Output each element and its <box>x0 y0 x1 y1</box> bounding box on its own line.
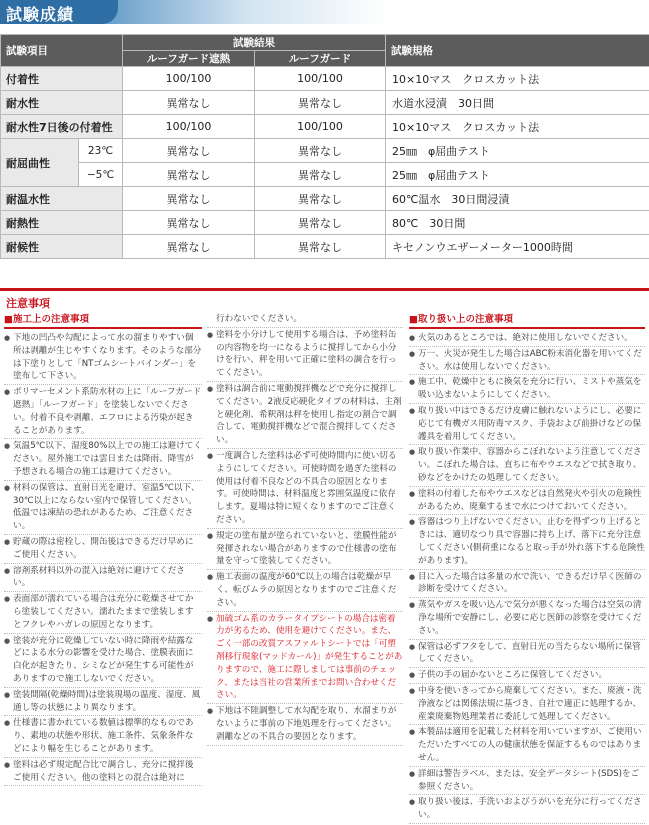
result-b: 異常なし <box>255 235 386 259</box>
spec: 25㎜ φ屈曲テスト <box>386 139 649 163</box>
list-item: ● 下地は不陸調整して水勾配を取り、水溜まりがないように事前の下地処理を行ってください。剥離などの不具合の要因となります。 <box>207 705 403 745</box>
row-sublabel: 23℃ <box>79 139 123 163</box>
result-b: 100/100 <box>255 115 386 139</box>
list-item: ● 気温5℃以下、湿度80%以上での施工は避けてください。屋外施工では雲日または降雨、降雪が予想される場合の施工は避けてください。 <box>4 440 202 480</box>
row-label: 耐候性 <box>1 235 123 259</box>
page-title: 試験成績 <box>6 2 74 25</box>
list-item: ● 中身を使いきってから廃棄してください。また、廃液・洗浄液などは関係法規に基づき、自社で適正に処理するか、産業廃棄物処理業者に委託して処理してください。 <box>409 685 645 725</box>
list-item: ● 一度調合した塗料は必ず可使時間内に使い切るようにしてください。可使時間を過ぎた塗料の使用は付着不良などの不具合の原因となります。可使時間は、材料温度と雰囲気温度に依存します。夏場は特に短くなりますのでご注意ください。 <box>207 450 403 529</box>
list-item: ● 施工表面の温度が60℃以上の場合は乾燥が早く、転びムラの原因となりますのでご注意ください。 <box>207 571 403 611</box>
handling-notes-list <box>409 332 645 824</box>
spec: 10×10マス クロスカット法 <box>386 67 649 91</box>
notice-panel <box>0 288 649 743</box>
row-label: 耐水性7日後の付着性 <box>1 115 123 139</box>
test-results-table <box>0 34 649 259</box>
result-a: 100/100 <box>123 115 255 139</box>
list-item: ● 下地の凹凸や勾配によって水の溜まりやすい個所は剥離が生じやすくなります。そのような部分は下塗りとして「NTゴムシートバインダー」を塗布して下さい。 <box>4 332 202 385</box>
list-item: ● 加硫ゴム系のカラータイプシートの場合は密着力が劣るため、使用を避けてください。また、ごく一部の改質アスファルトシートでは「可塑剤移行現象(マッドカール)」が発生することがありますので、施工に際しましては事前のチェック、または当社の営業所までお問い合わせください。 <box>207 613 403 705</box>
result-a: 異常なし <box>123 235 255 259</box>
list-item: ● 火気のあるところでは、絶対に使用しないでください。 <box>409 332 645 347</box>
row-label: 付着性 <box>1 67 123 91</box>
table-row <box>1 115 649 139</box>
spec: 10×10マス クロスカット法 <box>386 115 649 139</box>
list-item: ● 取り扱い中はできるだけ皮膚に触れないようにし、必要に応じて有機ガス用防毒マスク、手袋および前掛けなどの保護具を着用してください。 <box>409 405 645 445</box>
result-a: 異常なし <box>123 211 255 235</box>
row-label: 耐水性 <box>1 91 123 115</box>
result-a: 100/100 <box>123 67 255 91</box>
header-roofguard-heat: ルーフガード遮熱 <box>123 51 255 67</box>
result-b: 100/100 <box>255 67 386 91</box>
table-row <box>1 235 649 259</box>
list-item: ● 蒸気やガスを吸い込んで気分が悪くなった場合は空気の清浄な場所で安静にし、必要に応じ医師の診察を受けてください。 <box>409 599 645 639</box>
spec: 25㎜ φ屈曲テスト <box>386 163 649 187</box>
result-a: 異常なし <box>123 91 255 115</box>
construction-notes-list-continued <box>207 313 403 746</box>
list-item: ● 取り扱い後は、手洗いおよびうがいを充分に行ってください。 <box>409 796 645 824</box>
list-item: ● 表面部が濡れている場合は充分に乾燥させてから塗装してください。濡れたままで塗装しますとフクレやハガレの原因となります。 <box>4 593 202 633</box>
construction-notes-column-2 <box>207 313 403 747</box>
list-item: ● 万一、火災が発生した場合はABC粉末消化器を用いてください。水は使用しないでください。 <box>409 348 645 376</box>
header-test-spec: 試験規格 <box>386 35 649 67</box>
construction-notes-heading: ■施工上の注意事項 <box>4 313 202 329</box>
table-row <box>1 211 649 235</box>
result-b: 異常なし <box>255 91 386 115</box>
spec: キセノンウエザーメーター1000時間 <box>386 235 649 259</box>
result-b: 異常なし <box>255 139 386 163</box>
row-sublabel: −5℃ <box>79 163 123 187</box>
row-label: 耐温水性 <box>1 187 123 211</box>
spec: 80℃ 30日間 <box>386 211 649 235</box>
table-row <box>1 187 649 211</box>
result-b: 異常なし <box>255 187 386 211</box>
list-item: ● 詳細は警告ラベル、または、安全データシート(SDS)をご参照ください。 <box>409 768 645 796</box>
notice-title: 注意事項 <box>6 295 50 311</box>
spec: 水道水浸漬 30日間 <box>386 91 649 115</box>
spec: 60℃温水 30日間浸漬 <box>386 187 649 211</box>
list-item: ● 塗装が充分に乾燥していない時に降雨や結露などによる水分の影響を受けた場合、塗膜表面に白化が起きたり、シミなどが発生する可能性がありますので施工しないでください。 <box>4 635 202 688</box>
row-label: 耐熱性 <box>1 211 123 235</box>
result-a: 異常なし <box>123 139 255 163</box>
list-item: ● 規定の塗布量が塗られていないと、塗膜性能が発揮されない場合がありますので仕様書の塗布量を守って塗装してください。 <box>207 530 403 570</box>
list-item: 行わないでください。 <box>207 313 403 328</box>
result-b: 異常なし <box>255 211 386 235</box>
list-item: ● 塗料を小分けして使用する場合は、予め塗料缶の内容物を均一になるように撹拌してから小分けを行い、秤を用いて正確に塗料の調合を行ってください。 <box>207 329 403 382</box>
result-b: 異常なし <box>255 163 386 187</box>
table-row <box>1 67 649 91</box>
list-item: ● 塗料は必ず規定配合比で調合し、充分に撹拌後ご使用ください。他の塗料との混合は絶対に <box>4 759 202 787</box>
result-a: 異常なし <box>123 163 255 187</box>
construction-notes-column <box>4 313 202 787</box>
table-row <box>1 91 649 115</box>
list-item: ● 仕様書に書かれている数値は標準的なものであり、素地の状態や形状、施工条件、気象条件などにより幅を生じることがあります。 <box>4 717 202 757</box>
list-item: ● 塗料の付着した布やウエスなどは自然発火や引火の危険性があるため、廃棄するまで水につけておいてください。 <box>409 488 645 516</box>
section-header <box>0 0 649 24</box>
list-item: ● 塗料は調合前に電動撹拌機などで充分に撹拌してください。2液反応硬化タイプの材料は、主剤と硬化剤、希釈剤は秤を使用し指定の割合で調合して、電動撹拌機などで混合撹拌してください。 <box>207 383 403 449</box>
list-item: ● 取り扱い作業中、容器からこぼれないよう注意してください。こぼれた場合は、直ちに布やウエスなどで拭き取り、砂などをかけたの処理してください。 <box>409 446 645 486</box>
table-row <box>1 163 649 187</box>
list-item: ● 材料の保管は、直射日光を避け、室温5℃以下、30℃以上にならない室内で保管してください。低温では凍結の恐れがあるため、ご注意ください。 <box>4 482 202 535</box>
row-label: 耐屈曲性 <box>1 139 79 187</box>
list-item: ● 施工中、乾燥中ともに換気を充分に行い、ミストや蒸気を吸い込まないようにしてください。 <box>409 376 645 404</box>
header-test-item: 試験項目 <box>1 35 123 67</box>
result-a: 異常なし <box>123 187 255 211</box>
handling-notes-column <box>409 313 645 825</box>
table-row <box>1 139 649 163</box>
list-item: ● 塗装間隔(乾燥時間)は塗装現場の温度、湿度、風通し等の状態により異なります。 <box>4 689 202 717</box>
header-test-results: 試験結果 <box>123 35 386 51</box>
list-item: ● 貯蔵の際は密栓し、開缶後はできるだけ早めにご使用ください。 <box>4 536 202 564</box>
list-item: ● 本製品は適用を記載した材料を用いていますが、ご使用いただいたすべての人の健康状態を保証するものではありません。 <box>409 726 645 766</box>
handling-notes-heading: ■取り扱い上の注意事項 <box>409 313 645 329</box>
list-item: ● ポリマーセメント系防水材の上に「ルーフガード遮熱」「ルーフガード」を塗装しないでください。付着不良や剥離、エフロによる汚染が起きることがあります。 <box>4 386 202 439</box>
header-roofguard: ルーフガード <box>255 51 386 67</box>
list-item: ● 容器はつり上げないでください。止むを得ずつり上げるときには、適切なつり具で容器に持ち上げ、落下に充分注意してください(側荷重になると取っ手が外れ落下する危険性があります)。 <box>409 516 645 569</box>
list-item: ● 子供の手の届かないところに保管してください。 <box>409 669 645 684</box>
list-item: ● 溶剤系材料以外の混入は絶対に避けてください。 <box>4 565 202 593</box>
construction-notes-list <box>4 332 202 786</box>
list-item: ● 保管は必ずフタをして、直射日光の当たらない場所に保管してください。 <box>409 641 645 669</box>
list-item: ● 目に入った場合は多量の水で洗い、できるだけ早く医師の診断を受けてください。 <box>409 571 645 599</box>
